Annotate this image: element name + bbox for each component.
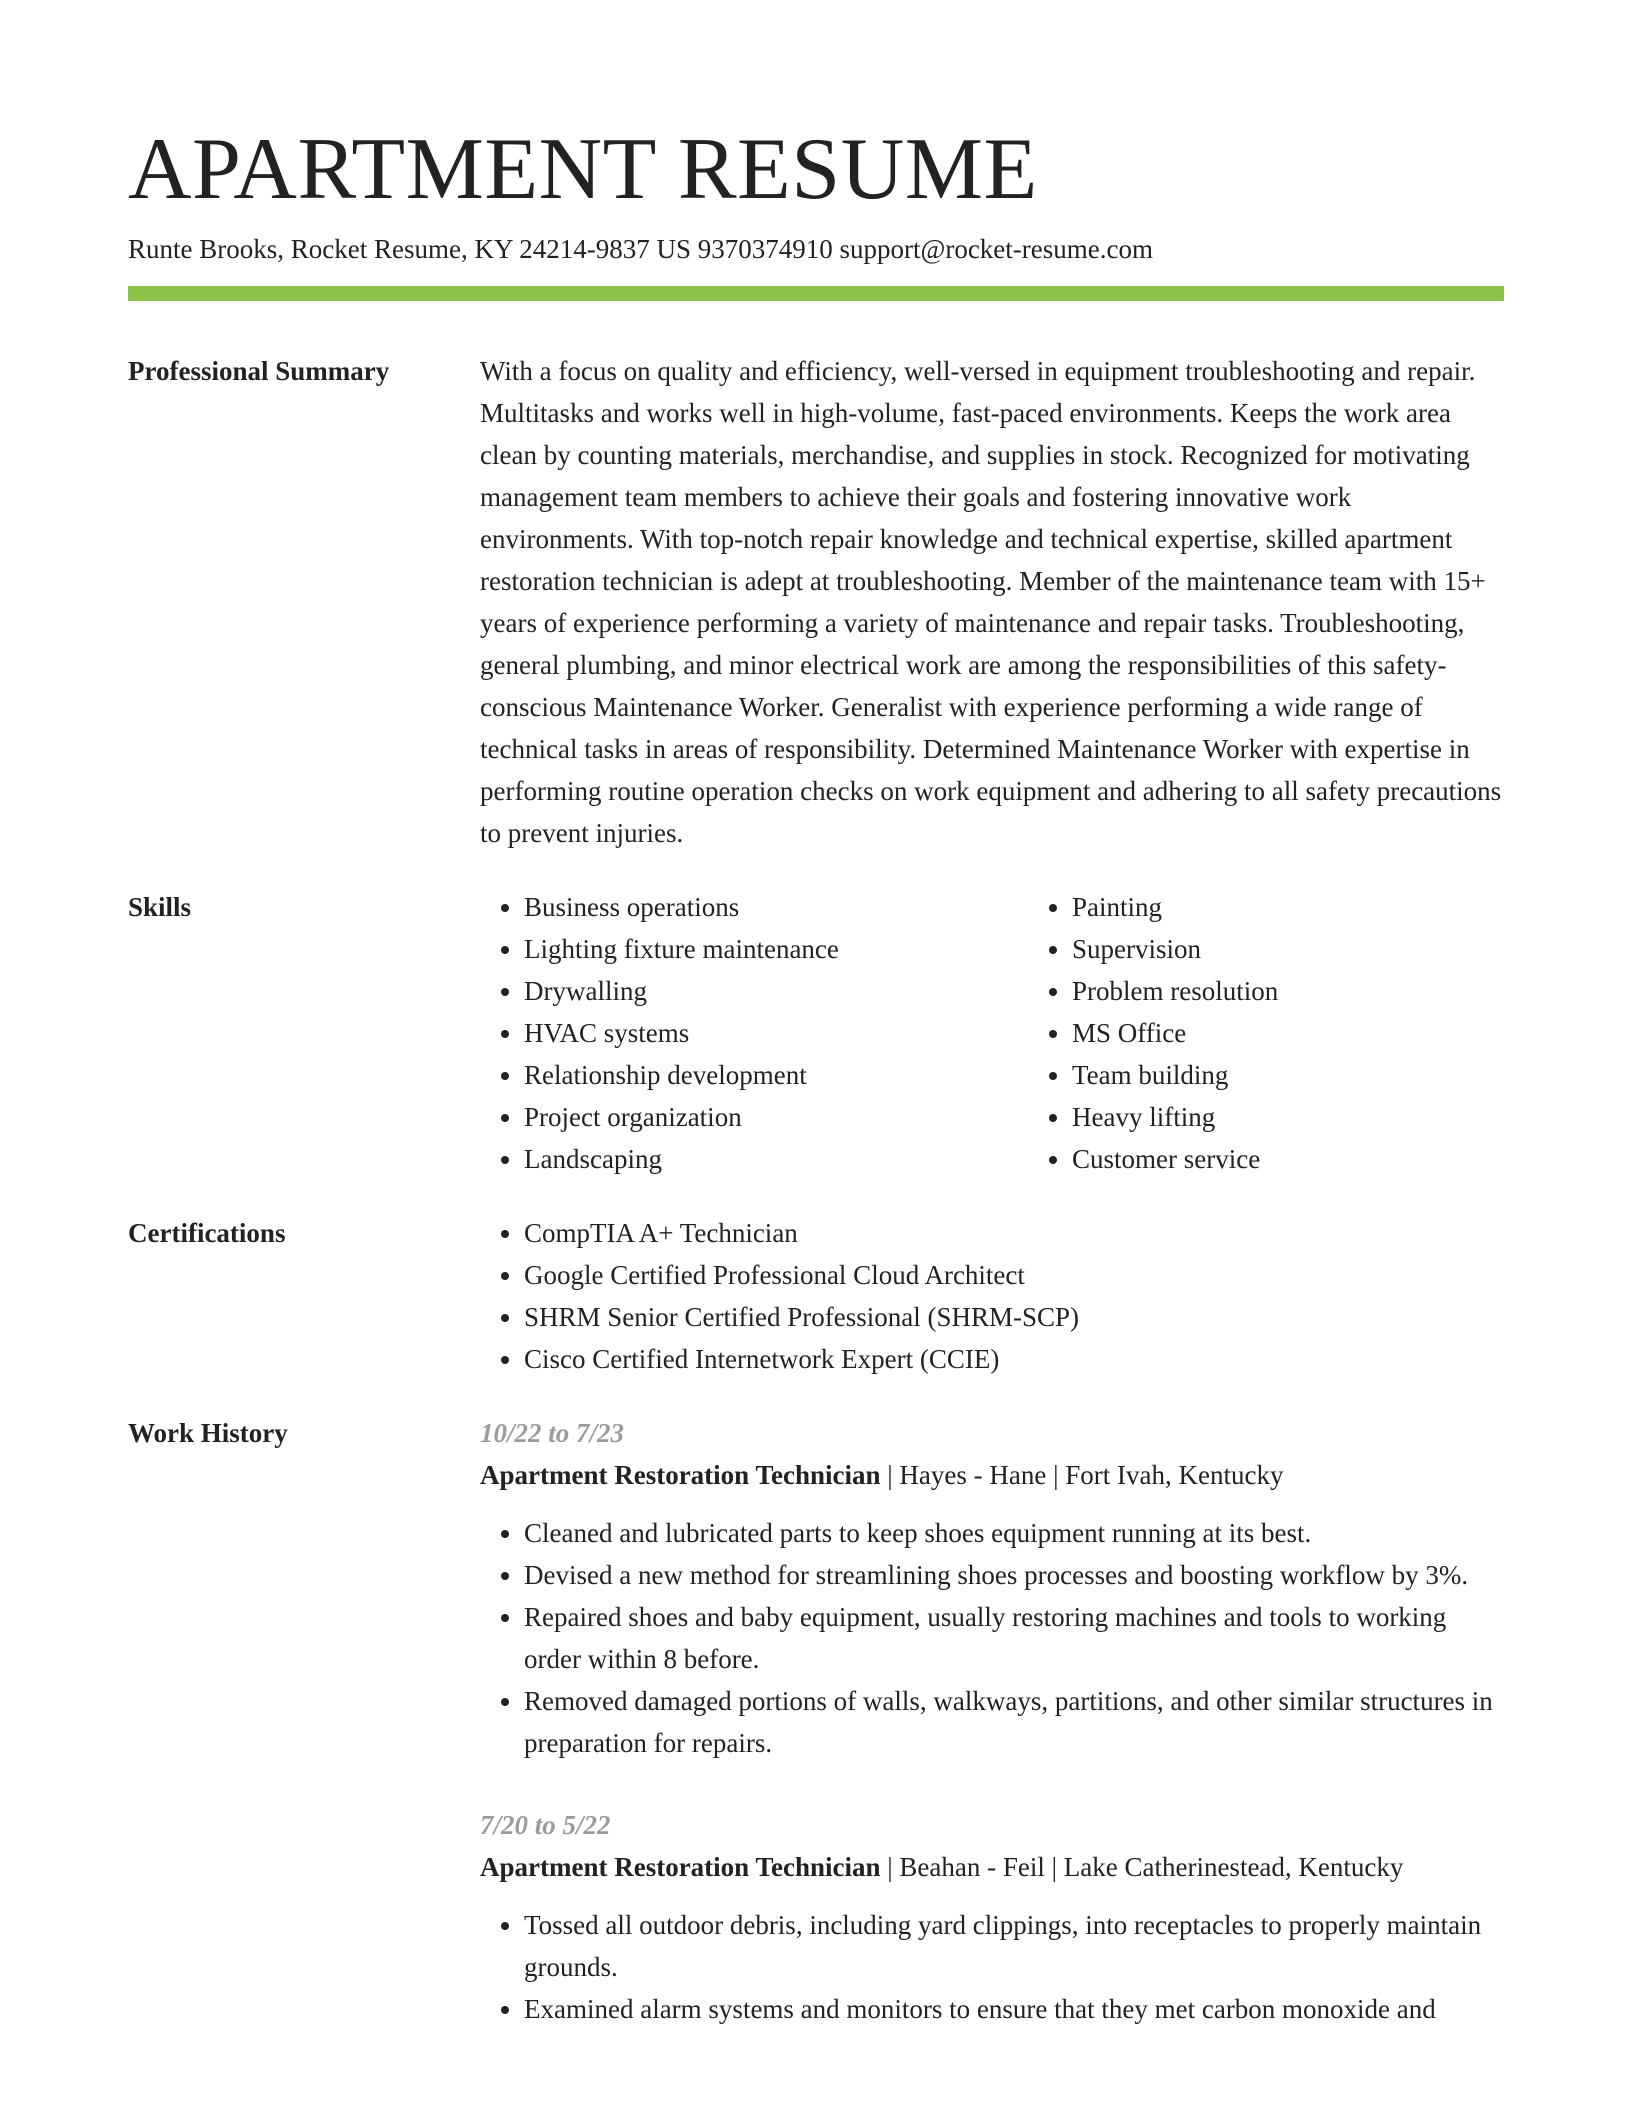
job-title: Apartment Restoration Technician [480, 1460, 881, 1490]
work-history-heading: Work History [128, 1418, 288, 1448]
job-bullets [480, 1512, 1504, 1764]
certification-item: • Google Certified Professional Cloud Architect [524, 1254, 1504, 1296]
job-header [480, 1846, 1504, 1888]
summary-section [128, 350, 1504, 854]
job-entry [480, 1412, 1504, 1764]
skill-item: • Supervision [1072, 928, 1576, 970]
job-bullet: • Tossed all outdoor debris, including yard clippings, into receptacles to properly maintain grounds. [524, 1904, 1504, 1988]
job-bullet: • Removed damaged portions of walls, walkways, partitions, and other similar structures in preparation for repairs. [524, 1680, 1504, 1764]
job-bullet: • Repaired shoes and baby equipment, usually restoring machines and tools to working order within 8 before. [524, 1596, 1504, 1680]
job-dates: 10/22 to 7/23 [480, 1418, 625, 1448]
job-title: Apartment Restoration Technician [480, 1852, 881, 1882]
skill-item: • Project organization [524, 1096, 1028, 1138]
job-company-location: | Beahan - Feil | Lake Catherinestead, Kentucky [880, 1852, 1404, 1882]
certifications-list [480, 1212, 1504, 1380]
skill-item: • Heavy lifting [1072, 1096, 1576, 1138]
skills-heading: Skills [128, 892, 192, 922]
certifications-heading: Certifications [128, 1218, 286, 1248]
skill-item: • Painting [1072, 886, 1576, 928]
skills-section [128, 886, 1504, 1180]
skill-item: • HVAC systems [524, 1012, 1028, 1054]
resume-title: APARTMENT RESUME [128, 121, 1038, 218]
certification-item: • SHRM Senior Certified Professional (SHRM-SCP) [524, 1296, 1504, 1338]
skill-item: • Relationship development [524, 1054, 1028, 1096]
certification-item: • Cisco Certified Internetwork Expert (CCIE) [524, 1338, 1504, 1380]
skill-item: • Problem resolution [1072, 970, 1576, 1012]
work-history-section [128, 1412, 1504, 2070]
skill-item: • Drywalling [524, 970, 1028, 1012]
contact-line: Runte Brooks, Rocket Resume, KY 24214-9837 US 9370374910 support@rocket-resume.com [128, 234, 1153, 264]
job-dates: 7/20 to 5/22 [480, 1810, 611, 1840]
skills-list-right [1028, 886, 1576, 1180]
skills-list-left [480, 886, 1028, 1180]
resume-content [128, 350, 1504, 2102]
certifications-section [128, 1212, 1504, 1380]
job-entry [480, 1804, 1504, 2030]
skill-item: • Landscaping [524, 1138, 1028, 1180]
header-divider [128, 286, 1504, 301]
summary-text: With a focus on quality and efficiency, well-versed in equipment troubleshooting and repair. Multitasks and works well in high-volume, fast-paced environments. Keeps the work area clean by counting materials, merchandise, and supplies in stock. Recognized for motivating management team members to achieve their goals and fostering innovative work environments. With top-notch repair knowledge and technical expertise, skilled apartment restoration technician is adept at troubleshooting. Member of the maintenance team with 15+ years of experience performing a variety of maintenance and repair tasks. Troubleshooting, general plumbing, and minor electrical work are among the responsibilities of this safety-conscious Maintenance Worker. Generalist with experience performing a wide range of technical tasks in areas of responsibility. Determined Maintenance Worker with expertise in performing routine operation checks on work equipment and adhering to all safety precautions to prevent injuries. [480, 356, 1502, 848]
job-bullet: • Examined alarm systems and monitors to ensure that they met carbon monoxide and [524, 1988, 1504, 2030]
certification-item: • CompTIA A+ Technician [524, 1212, 1504, 1254]
skill-item: • Customer service [1072, 1138, 1576, 1180]
job-bullet: • Devised a new method for streamlining shoes processes and boosting workflow by 3%. [524, 1554, 1504, 1596]
summary-heading: Professional Summary [128, 356, 390, 386]
skill-item: • Team building [1072, 1054, 1576, 1096]
skill-item: • Business operations [524, 886, 1028, 928]
job-bullets [480, 1904, 1504, 2030]
skill-item: • MS Office [1072, 1012, 1576, 1054]
job-header [480, 1454, 1504, 1496]
skill-item: • Lighting fixture maintenance [524, 928, 1028, 970]
job-bullet: • Cleaned and lubricated parts to keep shoes equipment running at its best. [524, 1512, 1504, 1554]
job-company-location: | Hayes - Hane | Fort Ivah, Kentucky [880, 1460, 1284, 1490]
